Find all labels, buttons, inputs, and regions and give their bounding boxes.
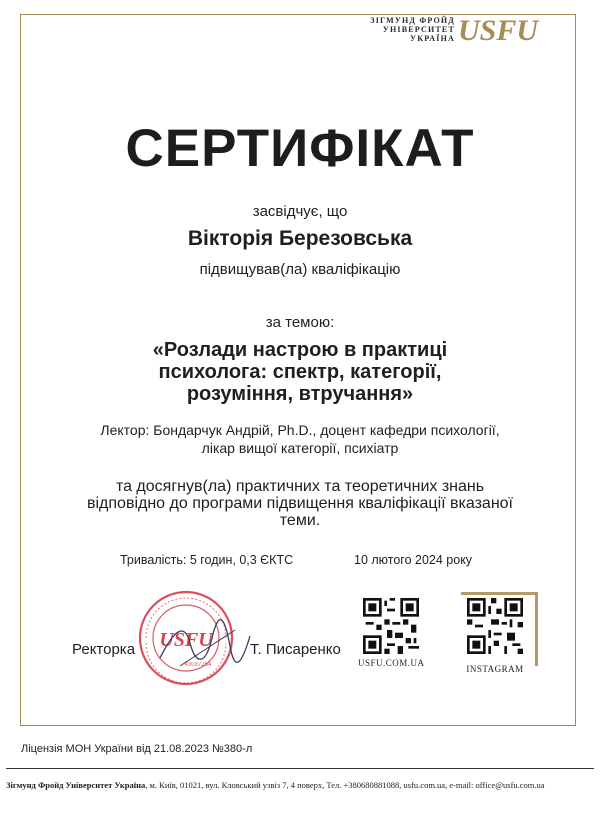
certifies-text: засвідчує, що <box>252 203 348 220</box>
qr-code-icon <box>467 598 523 654</box>
achievement-line-2: відповідно до програми підвищення кваліфікації вказаної <box>86 495 513 512</box>
rector-name: Т. Писаренко <box>250 641 341 658</box>
qr-label-instagram: INSTAGRAM <box>466 664 524 674</box>
usfu-logo: USFU <box>458 14 539 47</box>
footer-org: Зігмунд Фройд Університет Україна <box>6 780 146 790</box>
action-text: підвищував(ла) кваліфікацію <box>199 261 401 278</box>
achievement-line-1: та досягнув(ла) практичних та теоретичних знань <box>115 478 485 495</box>
topic-line-1: «Розлади настрою в практиці <box>152 339 448 361</box>
qr-code-icon <box>363 598 419 654</box>
stamp-logo: USFU <box>159 629 213 651</box>
rector-label: Ректорка <box>72 641 136 658</box>
rector-signature <box>150 608 260 678</box>
university-line-1: ЗІГМУНД ФРОЙД <box>370 16 455 25</box>
recipient-name: Вікторія Березовська <box>187 227 413 250</box>
university-name <box>350 16 455 43</box>
lecturer-line-2: лікар вищої категорії, психіатр <box>201 440 399 456</box>
topic-line-2: психолога: спектр, категорії, <box>158 361 442 383</box>
stamp-code: 43037254 <box>184 662 212 668</box>
duration-text: Тривалість: 5 годин, 0,3 ЄКТС <box>120 553 294 567</box>
university-line-2: УНІВЕРСИТЕТ <box>382 25 455 34</box>
topic-intro: за темою: <box>265 314 335 331</box>
topic-line-3: розуміння, втручання» <box>186 383 414 405</box>
footer-divider <box>6 768 594 769</box>
university-line-3: УКРАЇНА <box>410 34 455 43</box>
qr-label-website: USFU.COM.UA <box>358 658 425 668</box>
certificate-title: СЕРТИФІКАТ <box>125 119 475 178</box>
issue-date: 10 лютого 2024 року <box>354 553 473 567</box>
achievement-line-3: теми. <box>279 512 321 529</box>
lecturer-line-1: Лектор: Бондарчук Андрій, Ph.D., доцент кафедри психології, <box>100 422 500 438</box>
footer-details: , м. Київ, 01021, вул. Кловський узвіз 7, 4 поверх, Тел. +380680881088, usfu.com.ua, e-mail: office@usfu.com.ua <box>145 780 545 790</box>
footer <box>6 780 596 790</box>
license-text: Ліцензія МОН України від 21.08.2023 №380-л <box>21 743 253 755</box>
